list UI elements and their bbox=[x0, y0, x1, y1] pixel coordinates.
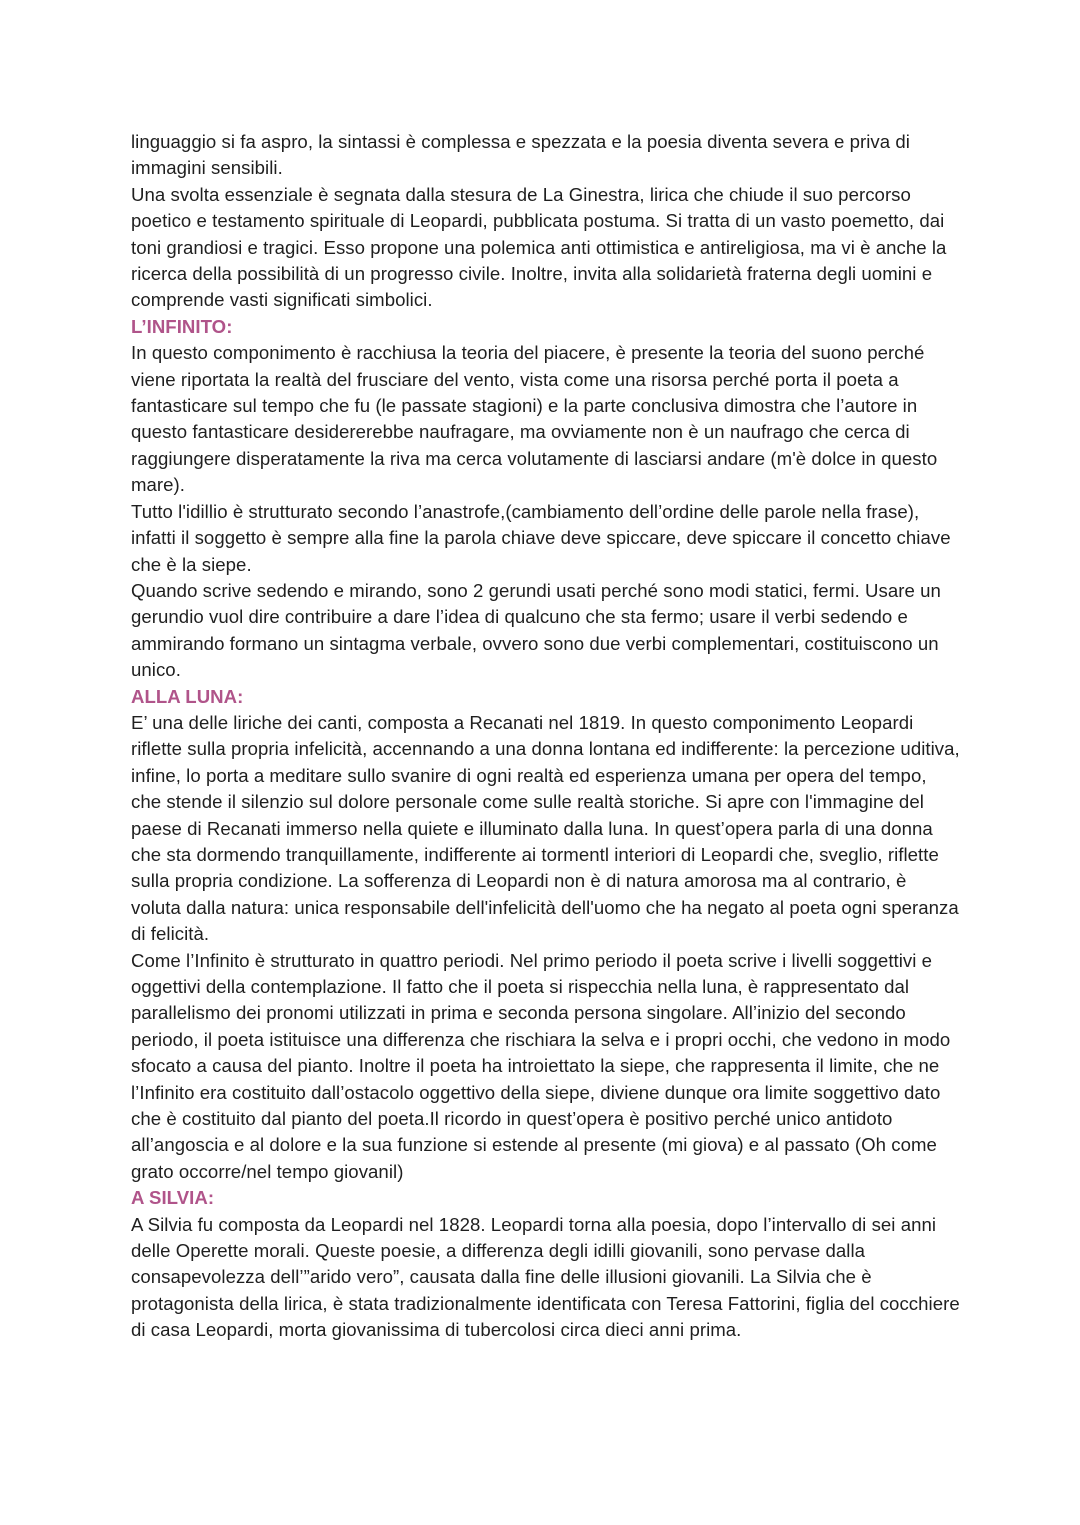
section-heading-infinito: L’INFINITO: bbox=[131, 315, 233, 337]
section-paragraph: Come l’Infinito è strutturato in quattro periodi. Nel primo periodo il poeta scrive i livelli soggettivi e oggettivi della contemplazione. Il fatto che il poeta si rispecchia nella luna, è rappresentato dal parallelismo dei pronomi utilizzati in prima e seconda persona singolare. All’inizio del secondo periodo, il poeta istituisce una differenza che rischiara la selva e i propri occhi, che vedono in modo sfocato a causa del pianto. Inoltre il poeta ha introiettato la siepe, che rappresenta il limite, che ne l’Infinito era costituito dall’ostacolo oggettivo della siepe, diviene dunque ora limite soggettivo dato che è costituito dal pianto del poeta.Il ricordo in quest’opera è positivo perché unico antidoto all’angoscia e al dolore e la sua funzione si estende al presente (mi giova) e al passato (Oh come grato occorre/nel tempo giovanil) bbox=[131, 949, 951, 1182]
section-paragraph: Tutto l'idillio è strutturato secondo l’anastrofe,(cambiamento dell’ordine delle parole nella frase), infatti il soggetto è sempre alla fine la parola chiave deve spiccare, deve spiccare il concetto chiave che è la siepe. bbox=[131, 500, 951, 575]
section-paragraph: E’ una delle liriche dei canti, composta a Recanati nel 1819. In questo componimento Leopardi riflette sulla propria infelicità, accennando a una donna lontana ed indifferente: la percezione uditiva, infine, lo porta a meditare sullo svanire di ogni realtà ed esperienza umana per opera del tempo, che stende il silenzio sul dolore personale come sulle realtà storiche. Si apre con l'immagine del paese di Recanati immerso nella quiete e illuminato dalla luna. In quest’opera parla di una donna che sta dormendo tranquillamente, indifferente ai tormentl interiori di Leopardi che, sveglio, riflette sulla propria condizione. La sofferenza di Leopardi non è di natura amorosa ma al contrario, è voluta dalla natura: unica responsabile dell'infelicità dell'uomo che ha negato al poeta ogni speranza di felicità. bbox=[131, 711, 960, 945]
intro-paragraph: linguaggio si fa aspro, la sintassi è complessa e spezzata e la poesia diventa severa e priva di immagini sensibili. bbox=[131, 131, 910, 179]
intro-paragraph: Una svolta essenziale è segnata dalla stesura de La Ginestra, lirica che chiude il suo percorso poetico e testamento spirituale di Leopardi, pubblicata postuma. Si tratta di un vasto poemetto, dai toni grandiosi e tragici. Esso propone una polemica anti ottimistica e antireligiosa, ma vi è anche la ricerca della possibilità di un progresso civile. Inoltre, invita alla solidarietà fraterna degli uomini e comprende vasti significati simbolici. bbox=[131, 183, 947, 311]
section-paragraph: A Silvia fu composta da Leopardi nel 1828. Leopardi torna alla poesia, dopo l’intervallo di sei anni delle Operette morali. Queste poesie, a differenza degli idilli giovanili, sono pervase dalla consapevolezza dell’”arido vero”, causata dalla fine delle illusioni giovanili. La Silvia che è protagonista della lirica, è stata tradizionalmente identificata con Teresa Fattorini, figlia del cocchiere di casa Leopardi, morta giovanissima di tubercolosi circa dieci anni prima. bbox=[131, 1213, 960, 1341]
section-heading-alla-luna: ALLA LUNA: bbox=[131, 685, 244, 707]
section-paragraph: Quando scrive sedendo e mirando, sono 2 gerundi usati perché sono modi statici, fermi. Usare un gerundio vuol dire contribuire a dare l’idea di qualcuno che sta fermo; usare il verbi sedendo e ammirando formano un sintagma verbale, ovvero sono due verbi complementari, costituiscono un unico. bbox=[131, 579, 941, 681]
section-paragraph: In questo componimento è racchiusa la teoria del piacere, è presente la teoria del suono perché viene riportata la realtà del frusciare del vento, vista come una risorsa perché porta il poeta a fantasticare sul tempo che fu (le passate stagioni) e la parte conclusiva dimostra che l’autore in questo fantasticare desidererebbe naufragare, ma ovviamente non è un naufrago che cerca di raggiungere disperatamente la riva ma cerca volutamente di lasciarsi andare (m'è dolce in questo mare). bbox=[131, 342, 938, 496]
section-heading-a-silvia: A SILVIA: bbox=[131, 1187, 215, 1209]
document-page bbox=[131, 129, 961, 1344]
